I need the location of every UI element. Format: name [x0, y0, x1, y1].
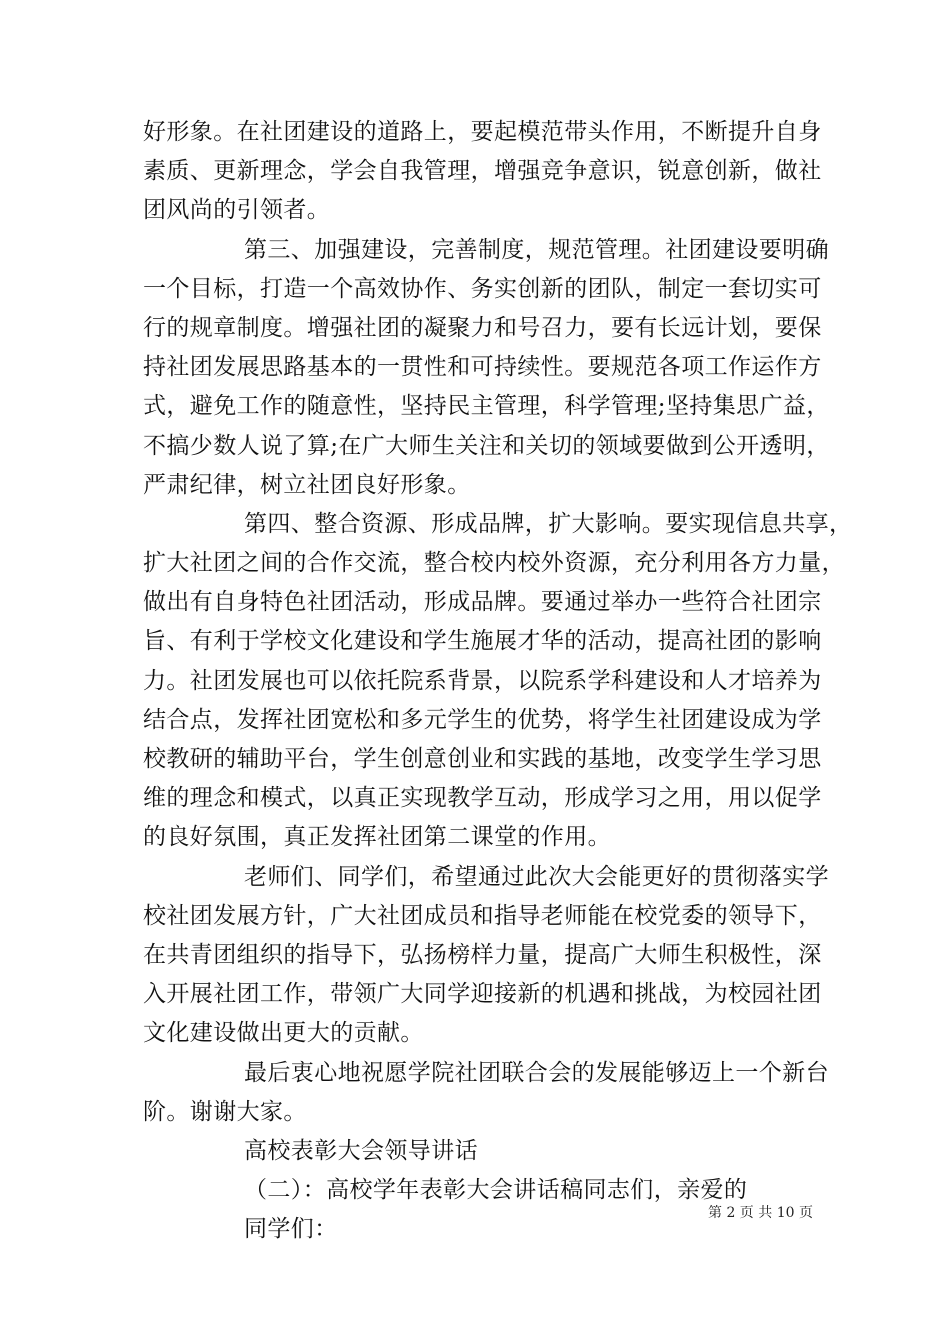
speech-subtitle-line: （二）：高校学年表彰大会讲话稿同志们，亲爱的 — [244, 1177, 748, 1204]
text-line: 结合点，发挥社团宽松和多元学生的优势，将学生社团建设成为学 — [143, 706, 822, 733]
document-body — [143, 113, 853, 1249]
paragraph-start-line: 最后衷心地祝愿学院社团联合会的发展能够迈上一个新台 — [244, 1059, 829, 1086]
text-line: 持社团发展思路基本的一贯性和可持续性。要规范各项工作运作方 — [143, 354, 822, 381]
text-line: 力。社团发展也可以依托院系背景，以院系学科建设和人才培养为 — [143, 667, 822, 694]
page-number-footer: 第 2 页 共 10 页 — [708, 1205, 813, 1221]
salutation-line: 同学们： — [244, 1216, 338, 1243]
text-line: 文化建设做出更大的贡献。 — [143, 1020, 424, 1047]
text-line: 好形象。在社团建设的道路上，要起模范带头作用，不断提升自身 — [143, 119, 822, 145]
text-line: 一个目标，打造一个高效协作、务实创新的团队，制定一套切实可 — [143, 275, 822, 302]
paragraph-start-line: 老师们、同学们，希望通过此次大会能更好的贯彻落实学 — [244, 863, 829, 890]
text-line: 团风尚的引领者。 — [143, 197, 331, 224]
text-line: 旨、有利于学校文化建设和学生施展才华的活动，提高社团的影响 — [143, 628, 822, 655]
text-line: 的良好氛围，真正发挥社团第二课堂的作用。 — [143, 824, 611, 851]
text-line: 行的规章制度。增强社团的凝聚力和号召力，要有长远计划，要保 — [143, 314, 822, 341]
text-line: 入开展社团工作，带领广大同学迎接新的机遇和挑战，为校园社团 — [143, 981, 822, 1008]
text-line: 校社团发展方针，广大社团成员和指导老师能在校党委的领导下， — [143, 902, 822, 929]
text-line: 扩大社团之间的合作交流，整合校内校外资源，充分利用各方力量， — [143, 550, 845, 577]
text-line: 做出有自身特色社团活动，形成品牌。要通过举办一些符合社团宗 — [143, 589, 822, 616]
section-three-heading-line: 第三、加强建设，完善制度，规范管理。社团建设要明确 — [244, 236, 829, 263]
text-line: 式，避免工作的随意性，坚持民主管理，科学管理;坚持集思广益， — [143, 393, 830, 420]
text-line: 不搞少数人说了算;在广大师生关注和关切的领域要做到公开透明， — [143, 432, 830, 459]
section-four-heading-line: 第四、整合资源、形成品牌，扩大影响。要实现信息共享， — [244, 510, 853, 537]
text-line: 维的理念和模式，以真正实现教学互动，形成学习之用，用以促学 — [143, 785, 822, 812]
speech-title-line: 高校表彰大会领导讲话 — [244, 1137, 478, 1164]
text-line: 严肃纪律，树立社团良好形象。 — [143, 471, 471, 498]
text-line: 阶。谢谢大家。 — [143, 1098, 307, 1125]
text-line: 在共青团组织的指导下，弘扬榜样力量，提高广大师生积极性，深 — [143, 941, 822, 968]
text-line: 校教研的辅助平台，学生创意创业和实践的基地，改变学生学习思 — [143, 746, 822, 772]
text-line: 素质、更新理念，学会自我管理，增强竞争意识，锐意创新，做社 — [143, 158, 822, 185]
